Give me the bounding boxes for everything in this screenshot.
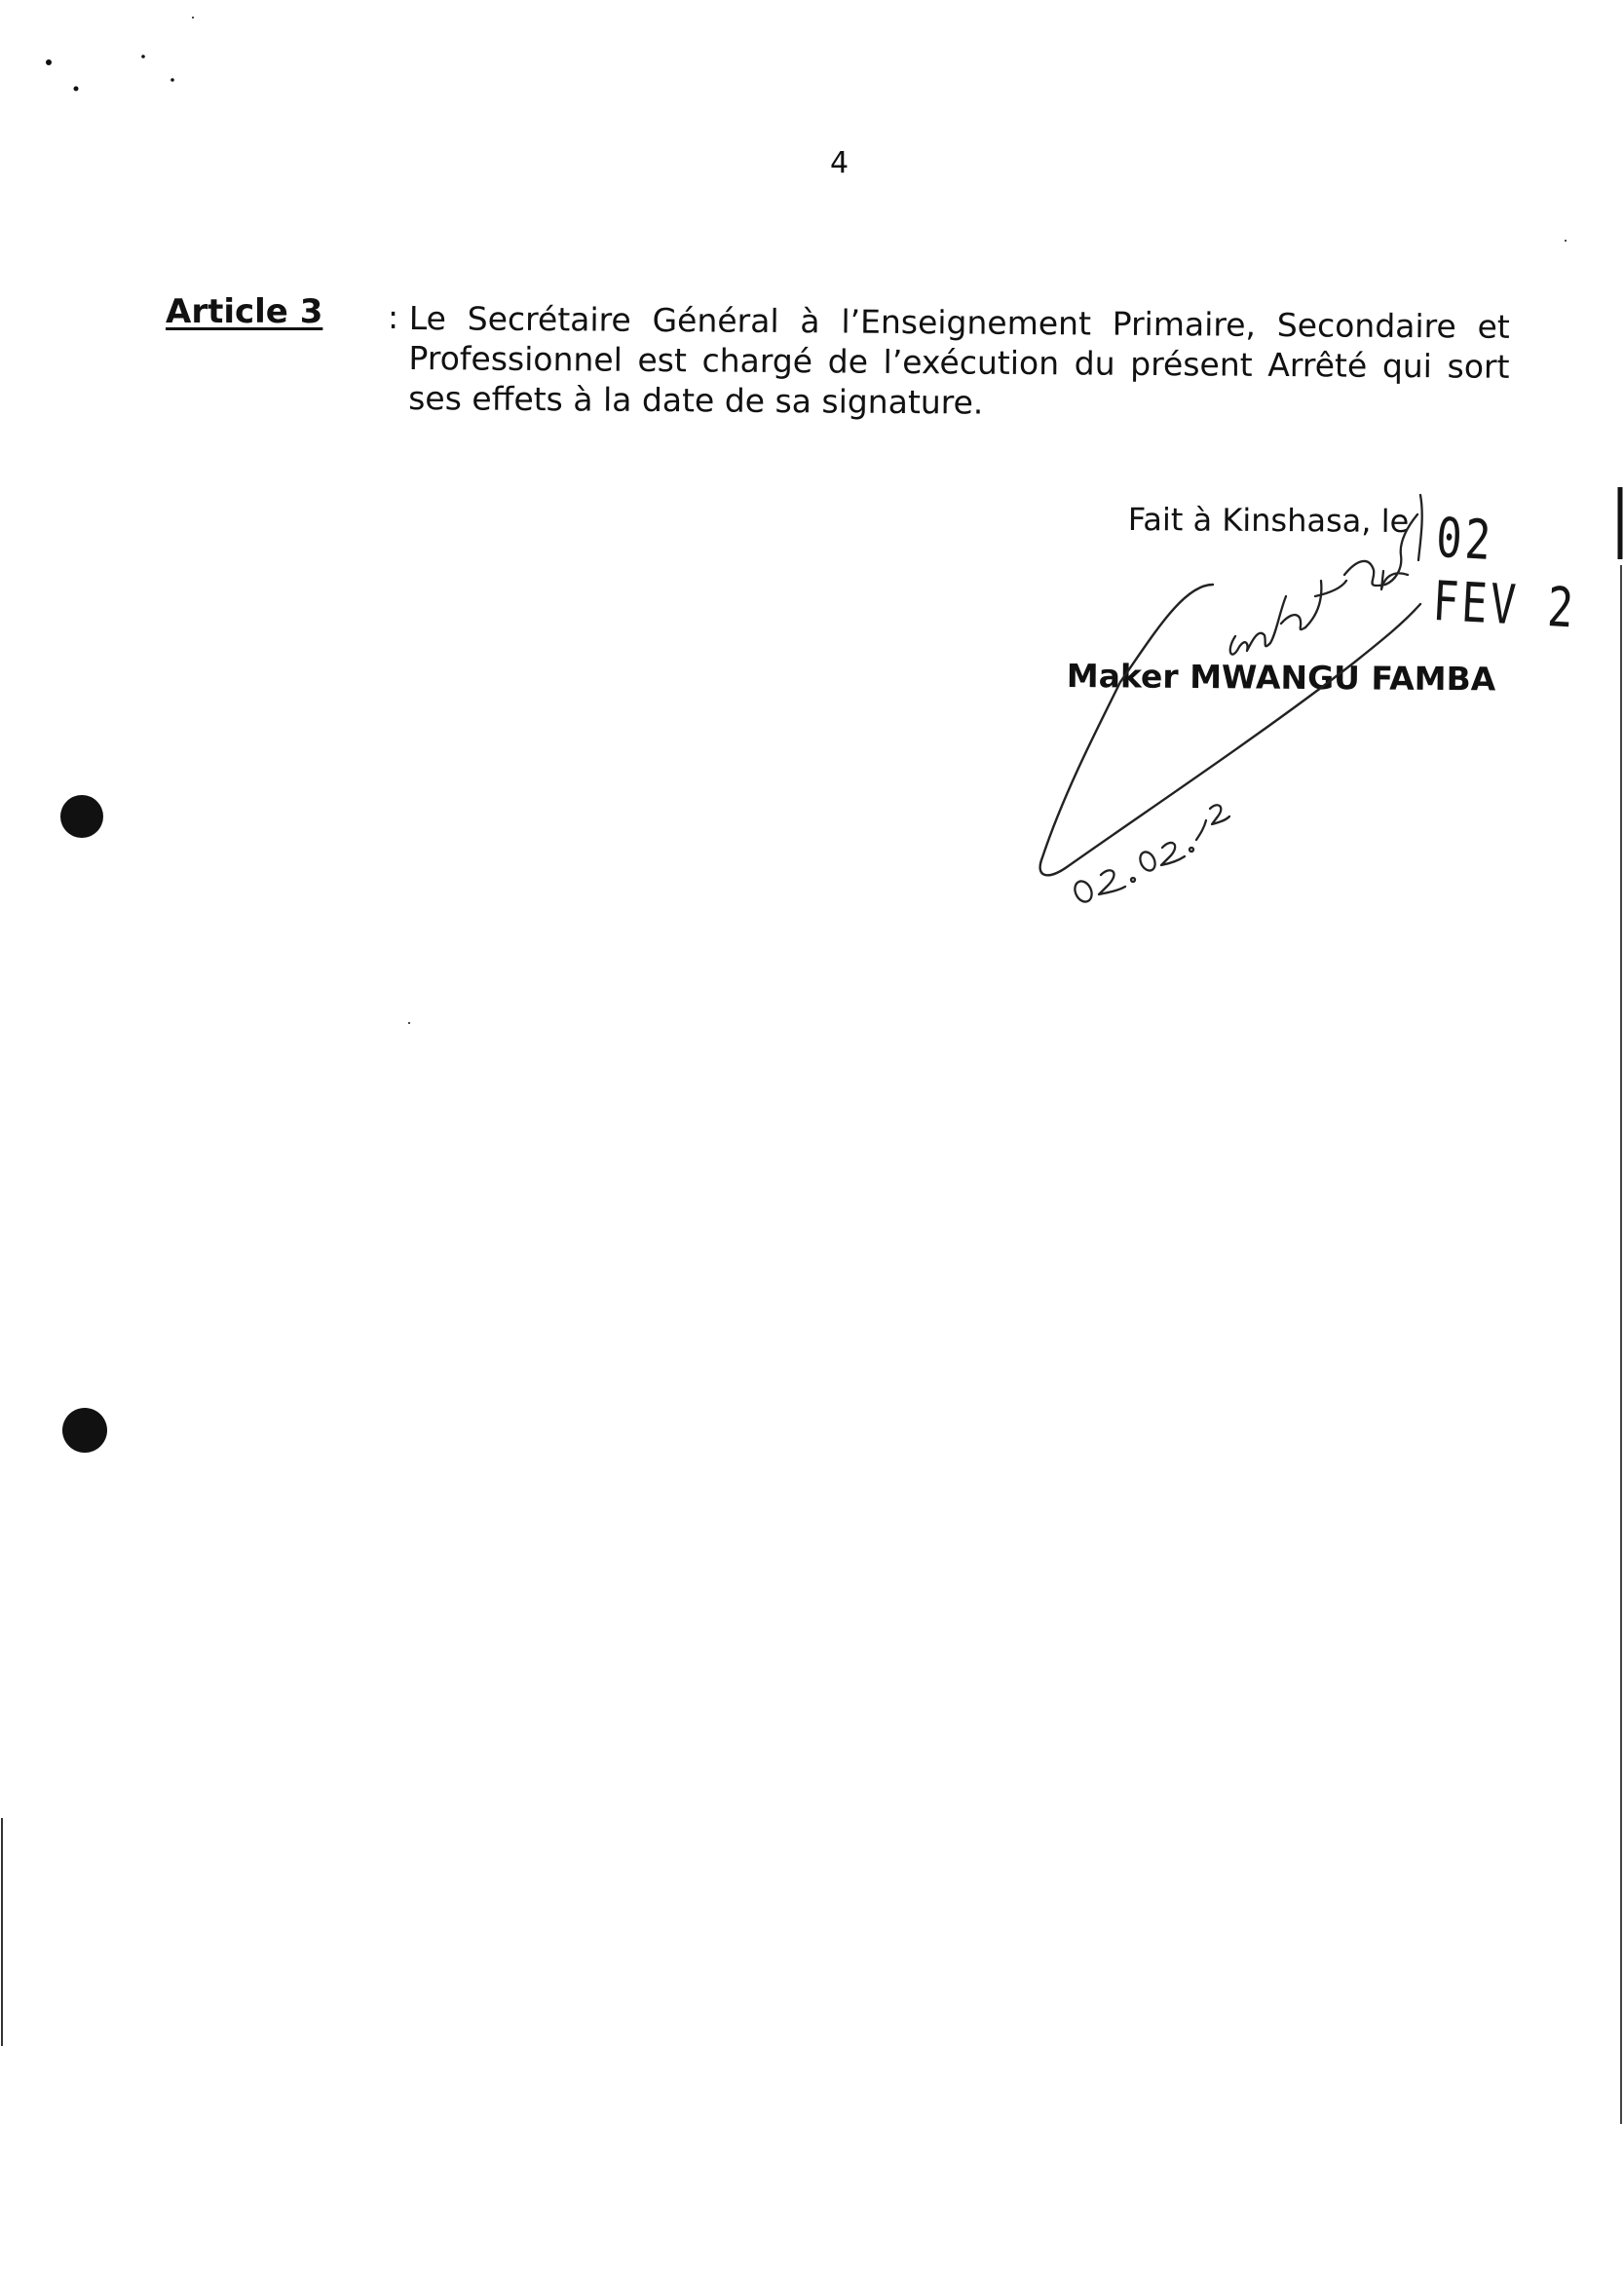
punch-hole-bottom bbox=[62, 1408, 107, 1453]
punch-hole-top bbox=[60, 795, 103, 838]
place-date-line: Fait à Kinshasa, le bbox=[1127, 501, 1410, 541]
signature-flourish bbox=[1040, 585, 1420, 875]
article-text: Le Secrétaire Général à l’Enseignement Primaire, Secondaire et Professionnel est chargé de l’exécution du présent Arrêté qui sort ses effets à la date de sa signature. bbox=[408, 298, 1510, 422]
article-colon: : bbox=[388, 298, 399, 336]
page-number: 4 bbox=[830, 146, 850, 180]
signatory-name: Maker MWANGU FAMBA bbox=[1066, 657, 1496, 699]
date-stamp: 02 FEV 2 bbox=[1431, 507, 1578, 641]
article-label: Article 3 bbox=[166, 292, 323, 331]
handwritten-date bbox=[1072, 805, 1229, 904]
